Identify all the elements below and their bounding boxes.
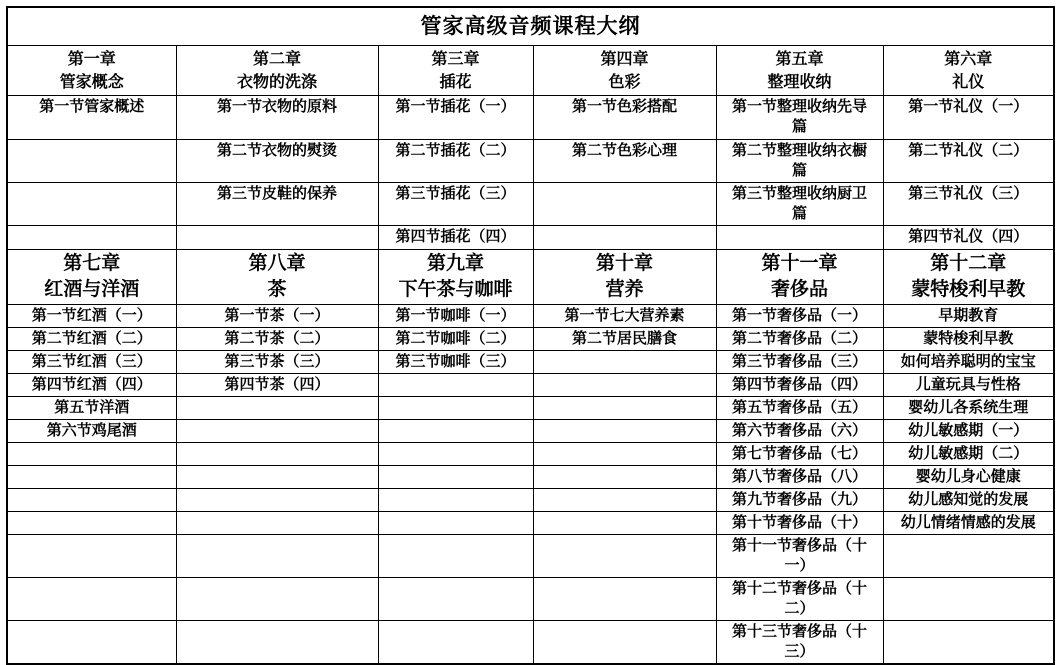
outline-cell: 第一节红酒（一） bbox=[7, 304, 176, 327]
outline-row bbox=[7, 304, 1054, 327]
outline-cell: 第七节奢侈品（七） bbox=[716, 442, 883, 465]
chapter-number: 第十一章 bbox=[761, 252, 838, 274]
outline-cell: 第三节礼仪（三） bbox=[883, 182, 1054, 225]
outline-cell bbox=[7, 465, 176, 488]
chapter-number: 第六章 bbox=[944, 50, 993, 68]
outline-row bbox=[7, 95, 1054, 139]
outline-cell: 第一节茶（一） bbox=[176, 304, 378, 327]
chapter-name: 茶 bbox=[267, 278, 287, 300]
outline-cell: 第一节七大营养素 bbox=[533, 304, 716, 327]
outline-cell: 第二节茶（二） bbox=[176, 327, 378, 350]
outline-cell: 第九节奢侈品（九） bbox=[716, 488, 883, 511]
outline-cell bbox=[533, 396, 716, 419]
chapter-number: 第二章 bbox=[252, 50, 301, 68]
outline-cell bbox=[533, 442, 716, 465]
outline-row bbox=[7, 139, 1054, 182]
outline-cell: 第四节红酒（四） bbox=[7, 373, 176, 396]
chapter-name: 管家概念 bbox=[59, 73, 124, 91]
outline-row bbox=[7, 488, 1054, 511]
outline-cell: 早期教育 bbox=[883, 304, 1054, 327]
title-row bbox=[7, 7, 1054, 45]
outline-cell bbox=[7, 225, 176, 249]
outline-cell bbox=[533, 534, 716, 577]
outline-cell: 第三节茶（三） bbox=[176, 350, 378, 373]
outline-cell: 第四节茶（四） bbox=[176, 373, 378, 396]
chapter-header-cell bbox=[716, 249, 883, 304]
chapter-name: 插花 bbox=[439, 73, 472, 91]
chapter-header-cell bbox=[176, 249, 378, 304]
outline-cell bbox=[378, 396, 533, 419]
outline-cell bbox=[176, 577, 378, 620]
outline-cell bbox=[7, 511, 176, 534]
outline-cell: 第三节插花（三） bbox=[378, 182, 533, 225]
outline-row bbox=[7, 534, 1054, 577]
outline-cell: 幼儿敏感期（一） bbox=[883, 419, 1054, 442]
outline-cell bbox=[378, 534, 533, 577]
chapter-header-cell bbox=[176, 45, 378, 95]
outline-cell: 第四节插花（四） bbox=[378, 225, 533, 249]
chapter-number: 第十二章 bbox=[930, 252, 1007, 274]
outline-cell bbox=[533, 373, 716, 396]
chapter-header-row bbox=[7, 45, 1054, 95]
chapter-number: 第十章 bbox=[595, 252, 653, 274]
outline-cell: 第一节衣物的原料 bbox=[176, 95, 378, 139]
outline-cell bbox=[883, 577, 1054, 620]
outline-cell: 如何培养聪明的宝宝 bbox=[883, 350, 1054, 373]
chapter-name: 衣物的洗涤 bbox=[236, 73, 317, 91]
outline-cell: 第二节咖啡（二） bbox=[378, 327, 533, 350]
outline-row bbox=[7, 465, 1054, 488]
outline-row bbox=[7, 225, 1054, 249]
outline-cell: 第八节奢侈品（八） bbox=[716, 465, 883, 488]
chapter-number: 第九章 bbox=[426, 252, 484, 274]
outline-cell: 第一节整理收纳先导篇 bbox=[716, 95, 883, 139]
outline-cell bbox=[176, 419, 378, 442]
outline-cell: 第二节居民膳食 bbox=[533, 327, 716, 350]
outline-cell: 第四节奢侈品（四） bbox=[716, 373, 883, 396]
outline-cell bbox=[533, 511, 716, 534]
outline-row bbox=[7, 620, 1054, 664]
outline-cell bbox=[7, 182, 176, 225]
outline-cell: 第二节插花（二） bbox=[378, 139, 533, 182]
outline-cell: 第二节色彩心理 bbox=[533, 139, 716, 182]
outline-cell bbox=[533, 577, 716, 620]
outline-cell bbox=[176, 225, 378, 249]
chapter-header-cell bbox=[378, 45, 533, 95]
outline-cell: 第三节红酒（三） bbox=[7, 350, 176, 373]
chapter-header-cell bbox=[378, 249, 533, 304]
outline-cell bbox=[883, 620, 1054, 664]
chapter-number: 第一章 bbox=[67, 50, 116, 68]
outline-cell bbox=[716, 225, 883, 249]
outline-cell bbox=[7, 139, 176, 182]
outline-cell: 幼儿感知觉的发展 bbox=[883, 488, 1054, 511]
course-outline-table bbox=[6, 6, 1055, 665]
outline-cell: 第一节管家概述 bbox=[7, 95, 176, 139]
outline-row bbox=[7, 511, 1054, 534]
outline-cell: 幼儿敏感期（二） bbox=[883, 442, 1054, 465]
outline-cell bbox=[378, 488, 533, 511]
outline-cell bbox=[7, 577, 176, 620]
outline-cell: 第五节奢侈品（五） bbox=[716, 396, 883, 419]
outline-row bbox=[7, 442, 1054, 465]
chapter-number: 第七章 bbox=[63, 252, 121, 274]
page-title: 管家高级音频课程大纲 bbox=[7, 7, 1054, 45]
outline-cell: 第十一节奢侈品（十一） bbox=[716, 534, 883, 577]
chapter-header-cell bbox=[883, 45, 1054, 95]
outline-row bbox=[7, 373, 1054, 396]
outline-cell: 第二节整理收纳衣橱篇 bbox=[716, 139, 883, 182]
outline-cell bbox=[176, 511, 378, 534]
outline-cell: 儿童玩具与性格 bbox=[883, 373, 1054, 396]
outline-cell: 第二节奢侈品（二） bbox=[716, 327, 883, 350]
outline-cell bbox=[533, 488, 716, 511]
outline-cell: 第十三节奢侈品（十三） bbox=[716, 620, 883, 664]
chapter-header-cell bbox=[7, 45, 176, 95]
outline-cell bbox=[533, 465, 716, 488]
outline-cell: 第二节礼仪（二） bbox=[883, 139, 1054, 182]
outline-cell: 第二节衣物的熨烫 bbox=[176, 139, 378, 182]
chapter-number: 第四章 bbox=[600, 50, 649, 68]
outline-cell: 第十二节奢侈品（十二） bbox=[716, 577, 883, 620]
outline-cell bbox=[176, 442, 378, 465]
chapter-name: 奢侈品 bbox=[770, 278, 828, 300]
outline-cell bbox=[883, 534, 1054, 577]
chapter-name: 下午茶与咖啡 bbox=[398, 278, 513, 300]
outline-row bbox=[7, 182, 1054, 225]
outline-cell bbox=[378, 620, 533, 664]
chapter-number: 第三章 bbox=[431, 50, 480, 68]
outline-cell: 第三节整理收纳厨卫篇 bbox=[716, 182, 883, 225]
outline-cell: 第一节礼仪（一） bbox=[883, 95, 1054, 139]
outline-row bbox=[7, 396, 1054, 419]
chapter-header-cell bbox=[7, 249, 176, 304]
outline-cell bbox=[176, 465, 378, 488]
outline-cell bbox=[176, 620, 378, 664]
outline-cell: 幼儿情绪情感的发展 bbox=[883, 511, 1054, 534]
chapter-header-cell bbox=[716, 45, 883, 95]
outline-cell bbox=[533, 225, 716, 249]
chapter-number: 第五章 bbox=[775, 50, 824, 68]
outline-cell: 第三节皮鞋的保养 bbox=[176, 182, 378, 225]
outline-cell bbox=[533, 419, 716, 442]
outline-row bbox=[7, 419, 1054, 442]
outline-cell: 婴幼儿各系统生理 bbox=[883, 396, 1054, 419]
chapter-number: 第八章 bbox=[248, 252, 306, 274]
outline-row bbox=[7, 327, 1054, 350]
outline-cell bbox=[533, 620, 716, 664]
outline-cell: 第三节奢侈品（三） bbox=[716, 350, 883, 373]
outline-cell bbox=[378, 442, 533, 465]
outline-cell: 第一节咖啡（一） bbox=[378, 304, 533, 327]
outline-cell bbox=[378, 511, 533, 534]
chapter-header-cell bbox=[533, 249, 716, 304]
outline-cell bbox=[378, 419, 533, 442]
outline-cell: 第一节奢侈品（一） bbox=[716, 304, 883, 327]
outline-cell bbox=[378, 577, 533, 620]
outline-cell: 第二节红酒（二） bbox=[7, 327, 176, 350]
outline-cell bbox=[7, 442, 176, 465]
outline-cell: 婴幼儿身心健康 bbox=[883, 465, 1054, 488]
chapter-name: 蒙特梭利早教 bbox=[911, 278, 1026, 300]
outline-cell: 蒙特梭利早教 bbox=[883, 327, 1054, 350]
outline-cell: 第三节咖啡（三） bbox=[378, 350, 533, 373]
outline-cell bbox=[533, 182, 716, 225]
outline-cell: 第四节礼仪（四） bbox=[883, 225, 1054, 249]
chapter-header-cell bbox=[883, 249, 1054, 304]
chapter-name: 营养 bbox=[605, 278, 644, 300]
outline-cell bbox=[7, 620, 176, 664]
chapter-name: 整理收纳 bbox=[767, 73, 832, 91]
outline-row bbox=[7, 577, 1054, 620]
outline-cell bbox=[176, 488, 378, 511]
outline-cell bbox=[378, 373, 533, 396]
outline-cell: 第一节色彩搭配 bbox=[533, 95, 716, 139]
outline-row bbox=[7, 350, 1054, 373]
chapter-name: 礼仪 bbox=[952, 73, 985, 91]
outline-cell bbox=[176, 534, 378, 577]
outline-cell: 第一节插花（一） bbox=[378, 95, 533, 139]
chapter-header-row bbox=[7, 249, 1054, 304]
chapter-name: 色彩 bbox=[608, 73, 641, 91]
outline-cell bbox=[533, 350, 716, 373]
outline-cell bbox=[7, 534, 176, 577]
chapter-header-cell bbox=[533, 45, 716, 95]
outline-cell: 第六节鸡尾酒 bbox=[7, 419, 176, 442]
outline-cell bbox=[176, 396, 378, 419]
outline-cell bbox=[7, 488, 176, 511]
chapter-name: 红酒与洋酒 bbox=[44, 278, 140, 300]
outline-cell bbox=[378, 465, 533, 488]
outline-cell: 第六节奢侈品（六） bbox=[716, 419, 883, 442]
outline-cell: 第五节洋酒 bbox=[7, 396, 176, 419]
outline-cell: 第十节奢侈品（十） bbox=[716, 511, 883, 534]
